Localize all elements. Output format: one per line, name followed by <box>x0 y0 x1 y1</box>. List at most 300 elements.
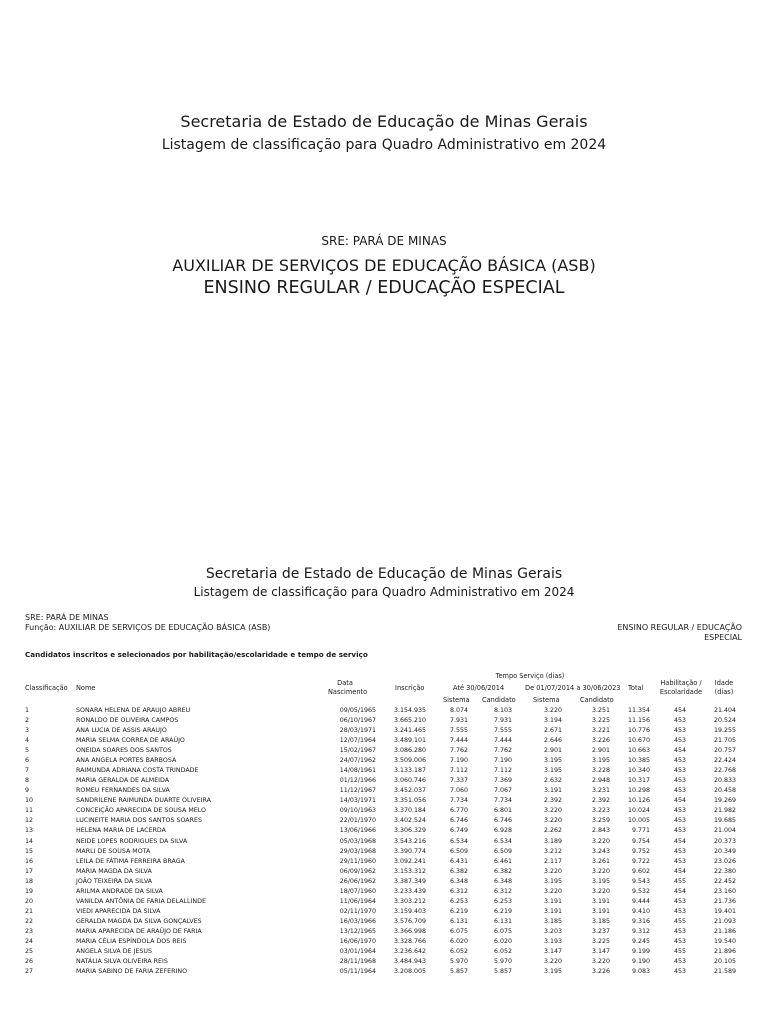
cell-ate-sistema: 7.337 <box>449 777 468 785</box>
cell-habilitacao: 453 <box>673 907 687 915</box>
cell-ate-candidato: 6.746 <box>493 817 512 825</box>
cell-idade: 21.896 <box>713 947 736 955</box>
header-ate-2014: Até 30/06/2014 <box>453 684 505 692</box>
cell-total: 10.340 <box>627 767 650 775</box>
cell-de-sistema: 3.191 <box>543 897 562 905</box>
cell-ate-candidato: 6.801 <box>493 807 512 815</box>
cell-nome: SONARA HELENA DE ARAUJO ABREU <box>76 707 191 714</box>
cell-inscricao: 3.665.210 <box>393 717 426 725</box>
cell-nome: ANA ANGELA PORTES BARBOSA <box>76 757 177 765</box>
header-classificacao: Classificação <box>25 684 68 692</box>
cell-idade: 22.380 <box>713 867 736 875</box>
cell-habilitacao: 453 <box>673 777 687 785</box>
cell-idade: 19.255 <box>713 727 736 735</box>
cell-idade: 19.540 <box>713 937 736 945</box>
cell-habilitacao: 454 <box>673 837 687 845</box>
cell-total: 10.776 <box>627 727 650 735</box>
cell-idade: 20.757 <box>713 747 736 755</box>
cell-de-candidato: 2.843 <box>591 827 610 835</box>
cell-de-candidato: 3.231 <box>591 787 610 795</box>
cell-ate-sistema: 7.734 <box>449 797 468 805</box>
cell-nome: GERALDA MAGDA DA SILVA GONÇALVES <box>76 917 202 925</box>
cell-nome: MARLI DE SOUSA MOTA <box>76 847 151 855</box>
cell-inscricao: 3.233.439 <box>393 887 426 895</box>
cell-ate-sistema: 8.074 <box>449 707 468 714</box>
page-modalidade-line2: ESPECIAL <box>704 633 742 642</box>
table-row <box>0 766 768 775</box>
header-total: Total <box>628 684 644 692</box>
cell-data-nascimento: 18/07/1960 <box>339 887 376 895</box>
cell-idade: 19.269 <box>713 797 736 805</box>
cell-idade: 21.982 <box>713 807 736 815</box>
cover-sre: SRE: PARÁ DE MINAS <box>321 234 447 248</box>
cell-de-sistema: 3.220 <box>543 887 562 895</box>
cell-de-sistema: 3.189 <box>543 837 562 845</box>
cell-habilitacao: 453 <box>673 827 687 835</box>
cell-inscricao: 3.060.746 <box>393 777 426 785</box>
cell-ate-sistema: 6.052 <box>449 947 468 955</box>
cell-habilitacao: 454 <box>673 707 687 714</box>
cell-classificacao: 22 <box>25 917 34 925</box>
cell-classificacao: 4 <box>25 737 30 745</box>
cell-ate-candidato: 6.928 <box>493 827 512 835</box>
cell-data-nascimento: 06/10/1967 <box>339 717 376 725</box>
cell-ate-candidato: 6.020 <box>493 937 512 945</box>
cell-de-candidato: 3.225 <box>591 937 610 945</box>
cell-nome: LEILA DE FÁTIMA FERREIRA BRAGA <box>76 857 185 865</box>
cell-ate-sistema: 6.348 <box>449 877 468 885</box>
cover-modalidade: ENSINO REGULAR / EDUCAÇÃO ESPECIAL <box>203 278 565 298</box>
page-listagem-subtitle: Listagem de classificação para Quadro Administrativo em 2024 <box>193 585 575 599</box>
cell-inscricao: 3.576.709 <box>393 917 426 925</box>
cell-data-nascimento: 02/11/1970 <box>339 907 376 915</box>
header-data-line1: Data <box>337 679 353 687</box>
cell-ate-candidato: 7.369 <box>493 777 512 785</box>
cell-de-candidato: 3.226 <box>591 968 610 976</box>
cell-habilitacao: 453 <box>673 737 687 745</box>
cell-data-nascimento: 03/01/1964 <box>339 947 376 955</box>
header-de-2014-2023: De 01/07/2014 a 30/06/2023 <box>525 684 621 692</box>
cell-total: 9.083 <box>631 968 650 976</box>
table-row <box>0 877 768 886</box>
cell-habilitacao: 453 <box>673 767 687 775</box>
cell-idade: 21.186 <box>713 927 736 935</box>
table-row <box>0 776 768 785</box>
cell-de-sistema: 2.117 <box>543 857 562 865</box>
cell-de-candidato: 3.191 <box>591 897 610 905</box>
cell-inscricao: 3.489.101 <box>393 737 426 745</box>
cell-de-sistema: 2.632 <box>543 777 562 785</box>
cell-total: 9.754 <box>631 837 650 845</box>
cell-inscricao: 3.509.006 <box>393 757 426 765</box>
table-row <box>0 806 768 815</box>
cell-nome: MARIA GERALDA DE ALMEIDA <box>76 777 170 785</box>
header-candidato-1: Candidato <box>482 696 516 704</box>
cover-listagem-subtitle: Listagem de classificação para Quadro Administrativo em 2024 <box>161 137 607 153</box>
cell-inscricao: 3.452.037 <box>393 787 426 795</box>
table-row <box>0 967 768 976</box>
cell-ate-sistema: 6.253 <box>449 897 468 905</box>
cell-inscricao: 3.153.312 <box>393 867 426 875</box>
cell-nome: LUCINEITE MARIA DOS SANTOS SOARES <box>76 817 202 825</box>
cell-nome: MARIA SELMA CORREA DE ARAÚJO <box>76 737 185 745</box>
cell-total: 9.190 <box>631 958 650 965</box>
table-row <box>0 736 768 745</box>
table-row <box>0 816 768 825</box>
cell-total: 9.199 <box>631 947 650 955</box>
cell-data-nascimento: 05/03/1968 <box>339 837 376 845</box>
cell-classificacao: 17 <box>25 867 34 875</box>
cell-ate-sistema: 6.431 <box>449 857 468 865</box>
table-row <box>0 706 768 715</box>
cell-de-sistema: 3.220 <box>543 707 562 714</box>
cell-inscricao: 3.133.187 <box>393 767 426 775</box>
header-inscricao: Inscrição <box>395 684 425 692</box>
cell-ate-candidato: 7.067 <box>493 787 512 795</box>
cell-total: 11.156 <box>627 717 650 725</box>
cell-inscricao: 3.092.241 <box>393 857 426 865</box>
cell-ate-sistema: 6.131 <box>449 917 468 925</box>
cell-ate-candidato: 5.857 <box>493 968 512 976</box>
cell-total: 10.670 <box>627 737 650 745</box>
cell-de-candidato: 2.392 <box>591 797 610 805</box>
cell-de-candidato: 3.225 <box>591 717 610 725</box>
cell-idade: 20.373 <box>713 837 736 845</box>
cell-ate-sistema: 7.762 <box>449 747 468 755</box>
cell-ate-sistema: 6.312 <box>449 887 468 895</box>
cell-de-sistema: 3.195 <box>543 757 562 765</box>
cell-de-sistema: 2.646 <box>543 737 562 745</box>
cell-nome: ROMEU FERNANDES DA SILVA <box>76 787 170 795</box>
cell-inscricao: 3.370.184 <box>393 807 426 815</box>
header-data-line2: Nascimento <box>328 688 368 696</box>
table-row <box>0 897 768 906</box>
header-sistema-2: Sistema <box>533 696 560 704</box>
cell-data-nascimento: 24/07/1962 <box>339 757 376 765</box>
cover-secretaria-title: Secretaria de Estado de Educação de Minas Gerais <box>180 112 588 131</box>
cell-ate-candidato: 6.131 <box>493 917 512 925</box>
cell-ate-candidato: 7.762 <box>493 747 512 755</box>
cell-habilitacao: 453 <box>673 968 687 976</box>
table-row <box>0 957 768 966</box>
cell-idade: 21.705 <box>713 737 736 745</box>
cell-nome: SANDRILENE RAIMUNDA DUARTE OLIVEIRA <box>76 797 211 805</box>
cell-total: 9.444 <box>631 897 650 905</box>
cell-habilitacao: 453 <box>673 817 687 825</box>
cell-ate-sistema: 6.770 <box>449 807 468 815</box>
cell-data-nascimento: 29/03/1968 <box>339 847 376 855</box>
cell-total: 11.354 <box>627 707 650 714</box>
header-candidato-2: Candidato <box>580 696 614 704</box>
cell-de-candidato: 3.237 <box>591 927 610 935</box>
cell-nome: ANGELA SILVA DE JESUS <box>76 947 152 955</box>
cell-total: 10.024 <box>627 807 650 815</box>
cell-classificacao: 27 <box>25 968 34 976</box>
cell-inscricao: 3.366.998 <box>393 927 426 935</box>
cell-idade: 21.736 <box>713 897 736 905</box>
cell-classificacao: 19 <box>25 887 34 895</box>
cell-idade: 20.105 <box>713 958 736 965</box>
cell-de-sistema: 3.195 <box>543 968 562 976</box>
cell-classificacao: 1 <box>25 707 30 714</box>
cell-total: 9.752 <box>631 847 650 855</box>
table-row <box>0 746 768 755</box>
table-row <box>0 927 768 936</box>
cell-inscricao: 3.484.943 <box>393 958 426 965</box>
cell-idade: 20.833 <box>713 777 736 785</box>
cell-ate-candidato: 6.253 <box>493 897 512 905</box>
cell-nome: ANA LUCIA DE ASSIS ARAUJO <box>76 727 167 735</box>
cell-de-sistema: 2.901 <box>543 747 562 755</box>
cell-ate-sistema: 7.444 <box>449 737 468 745</box>
cell-nome: VIEDI APARECIDA DA SILVA <box>76 907 161 915</box>
table-row <box>0 786 768 795</box>
cell-habilitacao: 453 <box>673 937 687 945</box>
cell-de-candidato: 3.185 <box>591 917 610 925</box>
cell-data-nascimento: 11/06/1964 <box>339 897 376 905</box>
cell-classificacao: 10 <box>25 797 34 805</box>
header-idade-line1: Idade <box>714 679 734 687</box>
cell-nome: RAIMUNDA ADRIANA COSTA TRINDADE <box>76 767 199 775</box>
cell-total: 9.312 <box>631 927 650 935</box>
cell-ate-sistema: 6.534 <box>449 837 468 845</box>
cell-de-candidato: 3.220 <box>591 867 610 875</box>
cell-classificacao: 21 <box>25 907 34 915</box>
table-row <box>0 847 768 856</box>
cell-data-nascimento: 13/06/1966 <box>339 827 376 835</box>
cell-de-candidato: 3.223 <box>591 807 610 815</box>
cell-classificacao: 23 <box>25 927 34 935</box>
cell-classificacao: 16 <box>25 857 34 865</box>
cell-ate-candidato: 6.348 <box>493 877 512 885</box>
cell-ate-sistema: 6.020 <box>449 937 468 945</box>
cell-de-sistema: 3.195 <box>543 767 562 775</box>
cell-inscricao: 3.390.774 <box>393 847 426 855</box>
cell-habilitacao: 453 <box>673 897 687 905</box>
cell-habilitacao: 455 <box>673 917 687 925</box>
cell-idade: 21.093 <box>713 917 736 925</box>
cell-classificacao: 11 <box>25 807 34 815</box>
cell-de-candidato: 2.901 <box>591 747 610 755</box>
cell-inscricao: 3.543.216 <box>393 837 426 845</box>
cell-inscricao: 3.086.280 <box>393 747 426 755</box>
cell-ate-sistema: 6.746 <box>449 817 468 825</box>
cell-de-candidato: 3.147 <box>591 947 610 955</box>
cell-habilitacao: 453 <box>673 717 687 725</box>
cell-classificacao: 8 <box>25 777 30 785</box>
table-row <box>0 826 768 835</box>
cell-idade: 22.768 <box>713 767 736 775</box>
cell-classificacao: 7 <box>25 767 30 775</box>
cell-total: 10.126 <box>627 797 650 805</box>
cell-nome: MARIA MAGDA DA SILVA <box>76 867 152 875</box>
cell-ate-sistema: 6.509 <box>449 847 468 855</box>
cell-classificacao: 9 <box>25 787 30 795</box>
cell-classificacao: 12 <box>25 817 34 825</box>
cell-ate-sistema: 6.219 <box>449 907 468 915</box>
cell-nome: NATÁLIA SILVA OLIVEIRA REIS <box>76 958 168 965</box>
cell-classificacao: 26 <box>25 958 34 965</box>
cell-de-sistema: 3.220 <box>543 958 562 965</box>
cell-ate-sistema: 6.075 <box>449 927 468 935</box>
cell-data-nascimento: 01/12/1966 <box>339 777 376 785</box>
cell-idade: 21.589 <box>713 968 736 976</box>
cell-de-sistema: 3.220 <box>543 807 562 815</box>
cell-ate-candidato: 6.509 <box>493 847 512 855</box>
cell-habilitacao: 453 <box>673 927 687 935</box>
cell-idade: 21.404 <box>713 707 736 714</box>
cell-total: 9.771 <box>631 827 650 835</box>
cell-ate-candidato: 7.112 <box>493 767 512 775</box>
cell-ate-candidato: 6.052 <box>493 947 512 955</box>
cell-data-nascimento: 12/07/1964 <box>339 737 376 745</box>
cell-classificacao: 5 <box>25 747 30 755</box>
cell-de-sistema: 3.193 <box>543 937 562 945</box>
header-habilitacao-line2: Escolaridade <box>659 688 703 696</box>
cell-ate-sistema: 5.970 <box>449 958 468 965</box>
cell-ate-sistema: 6.382 <box>449 867 468 875</box>
page-sre: SRE: PARÁ DE MINAS <box>25 613 109 622</box>
cell-nome: MARIA CÉLIA ESPÍNDOLA DOS REIS <box>76 937 187 945</box>
header-idade-line2: (dias) <box>714 688 734 696</box>
cell-de-candidato: 3.226 <box>591 737 610 745</box>
cell-de-sistema: 2.392 <box>543 797 562 805</box>
cell-de-sistema: 3.212 <box>543 847 562 855</box>
cell-idade: 20.458 <box>713 787 736 795</box>
page-modalidade-line1: ENSINO REGULAR / EDUCAÇÃO <box>617 623 742 632</box>
cell-de-candidato: 3.191 <box>591 907 610 915</box>
cell-classificacao: 3 <box>25 727 30 735</box>
cell-idade: 21.004 <box>713 827 736 835</box>
cell-inscricao: 3.154.935 <box>393 707 426 714</box>
cell-nome: ARILMA ANDRADE DA SILVA <box>76 887 163 895</box>
cell-idade: 22.452 <box>713 877 736 885</box>
cell-total: 9.722 <box>631 857 650 865</box>
cell-data-nascimento: 26/06/1962 <box>339 877 376 885</box>
table-row <box>0 867 768 876</box>
cell-data-nascimento: 28/11/1968 <box>339 958 376 965</box>
cell-ate-candidato: 6.534 <box>493 837 512 845</box>
cell-idade: 19.401 <box>713 907 736 915</box>
cell-classificacao: 25 <box>25 947 34 955</box>
cell-ate-sistema: 5.857 <box>449 968 468 976</box>
cell-total: 10.298 <box>627 787 650 795</box>
table-row <box>0 726 768 735</box>
cell-ate-sistema: 7.931 <box>449 717 468 725</box>
table-row <box>0 907 768 916</box>
cell-habilitacao: 453 <box>673 807 687 815</box>
cell-total: 10.005 <box>627 817 650 825</box>
cell-nome: HELENA MARIA DE LACERDA <box>76 827 166 835</box>
cell-data-nascimento: 14/08/1961 <box>339 767 376 775</box>
cell-de-candidato: 3.220 <box>591 958 610 965</box>
header-nome: Nome <box>76 684 96 692</box>
cell-total: 9.532 <box>631 887 650 895</box>
cell-idade: 23.026 <box>713 857 736 865</box>
cell-inscricao: 3.208.005 <box>393 968 426 976</box>
cell-inscricao: 3.351.056 <box>393 797 426 805</box>
cell-habilitacao: 454 <box>673 747 687 755</box>
cell-data-nascimento: 14/03/1971 <box>339 797 376 805</box>
cell-de-candidato: 3.251 <box>591 707 610 714</box>
cell-de-candidato: 3.195 <box>591 877 610 885</box>
cell-total: 10.317 <box>627 777 650 785</box>
cell-ate-sistema: 7.190 <box>449 757 468 765</box>
table-row <box>0 937 768 946</box>
cell-data-nascimento: 15/02/1967 <box>339 747 376 755</box>
table-row <box>0 857 768 866</box>
header-habilitacao-line1: Habilitação / <box>660 679 702 687</box>
cell-classificacao: 2 <box>25 717 30 725</box>
cell-total: 9.410 <box>631 907 650 915</box>
cell-data-nascimento: 09/10/1963 <box>339 807 376 815</box>
cell-de-sistema: 3.191 <box>543 787 562 795</box>
cell-inscricao: 3.402.524 <box>393 817 426 825</box>
cell-ate-candidato: 6.382 <box>493 867 512 875</box>
cell-habilitacao: 453 <box>673 857 687 865</box>
cell-ate-candidato: 8.103 <box>493 707 512 714</box>
cell-classificacao: 13 <box>25 827 34 835</box>
cell-habilitacao: 455 <box>673 947 687 955</box>
cell-inscricao: 3.387.349 <box>393 877 426 885</box>
cell-idade: 23.160 <box>713 887 736 895</box>
cell-inscricao: 3.306.329 <box>393 827 426 835</box>
cell-nome: JOÃO TEIXEIRA DA SILVA <box>76 877 153 885</box>
cell-ate-sistema: 7.112 <box>449 767 468 775</box>
cell-ate-sistema: 6.749 <box>449 827 468 835</box>
cell-nome: CONCEIÇÃO APARECIDA DE SOUSA MELO <box>76 807 206 815</box>
cell-de-sistema: 2.671 <box>543 727 562 735</box>
cell-total: 9.316 <box>631 917 650 925</box>
cell-de-sistema: 3.220 <box>543 817 562 825</box>
cell-habilitacao: 453 <box>673 757 687 765</box>
cell-de-sistema: 3.220 <box>543 867 562 875</box>
cell-idade: 19.685 <box>713 817 736 825</box>
cell-ate-candidato: 7.734 <box>493 797 512 805</box>
cell-total: 10.385 <box>627 757 650 765</box>
cell-data-nascimento: 22/01/1970 <box>339 817 376 825</box>
cell-classificacao: 14 <box>25 837 34 845</box>
cell-idade: 20.349 <box>713 847 736 855</box>
cell-de-sistema: 3.194 <box>543 717 562 725</box>
cell-ate-sistema: 7.555 <box>449 727 468 735</box>
cell-nome: RONALDO DE OLIVEIRA CAMPOS <box>76 717 179 725</box>
header-sistema-1: Sistema <box>443 696 470 704</box>
table-row <box>0 947 768 956</box>
cell-data-nascimento: 28/03/1971 <box>339 727 376 735</box>
cell-ate-candidato: 6.075 <box>493 927 512 935</box>
cell-habilitacao: 454 <box>673 867 687 875</box>
cell-de-candidato: 2.948 <box>591 777 610 785</box>
cell-ate-candidato: 7.444 <box>493 737 512 745</box>
cell-de-candidato: 3.220 <box>591 837 610 845</box>
cell-de-candidato: 3.220 <box>591 887 610 895</box>
cell-de-candidato: 3.243 <box>591 847 610 855</box>
cell-idade: 22.424 <box>713 757 736 765</box>
cell-habilitacao: 453 <box>673 787 687 795</box>
cell-de-candidato: 3.228 <box>591 767 610 775</box>
cell-de-sistema: 3.195 <box>543 877 562 885</box>
section-title: Candidatos inscritos e selecionados por habilitação/escolaridade e tempo de serviço <box>25 650 368 659</box>
table-row <box>0 716 768 725</box>
cell-inscricao: 3.303.212 <box>393 897 426 905</box>
cell-classificacao: 15 <box>25 847 34 855</box>
table-row <box>0 887 768 896</box>
cell-ate-candidato: 6.461 <box>493 857 512 865</box>
table-row <box>0 837 768 846</box>
cell-ate-candidato: 7.931 <box>493 717 512 725</box>
cell-habilitacao: 454 <box>673 797 687 805</box>
